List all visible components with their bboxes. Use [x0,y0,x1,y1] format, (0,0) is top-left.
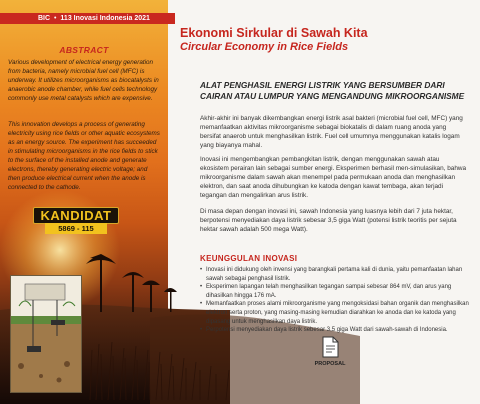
proposal-link[interactable]: PROPOSAL [314,361,346,367]
page-title: Ekonomi Sirkular di Sawah Kita [180,26,368,40]
section-heading: ALAT PENGHASIL ENERGI LISTRIK YANG BERSUMBER DARI CAIRAN ATAU LUMPUR YANG MENGANDUNG MIKROORGANISME [200,80,465,101]
abstract-paragraph-1: Various development of electrical energy generation from bacteria, namely microbial fuel cell (MFC) is underway. It utilizes microorganisms as biocatalysts in anaerobic anode chamber, while fuel cells technology commonly use metal catalysts which are expensive. [8,59,159,102]
brand-label: BIC [38,15,51,22]
advantage-item: • Eksperimen lapangan telah menghasilkan tegangan sampai sebesar 864 mV, dan arus yang dihasilkan hingga 176 mA. [200,283,470,300]
mfc-diagram-drawing [11,276,82,393]
body-paragraph-3: Di masa depan dengan inovasi ini, sawah Indonesia yang luasnya lebih dari 7 juta hektar, berpotensi menyediakan daya listrik sebesar 3,5 giga Watt (potensi listrik teoritis per sejuta hektar sawah adalah 500 mega Watt). [200,208,457,233]
edition-label: 113 Inovasi Indonesia 2021 [60,15,150,22]
header-bar [0,13,175,24]
candidate-badge [33,207,119,237]
abstract-paragraph-2: This innovation develops a process of generating electricity using rice fields or other aquatic ecosystems as an energy source. The experiment has succeeded in stimulating microorganisms in the rice fields to stick to the surface of the installed anode and generate electrons, thereby generating electric voltage; and then produce electrical current when the anode is connected to the cathode. [8,121,160,191]
candidate-number: 5869 - 115 [45,223,107,234]
body-paragraph-1: Akhir-akhir ini banyak dikembangkan energi listrik asal bakteri (microbial fuel cell, MFC) yang memanfaatkan aktivitas mikroorganisme sebagai biokatalis di dalam ruang anoda yang bersifat anaerob untuk menghasilkan listrik. Fuel cell umumnya menggunakan katalis logam yang biayanya mahal. [200,115,463,149]
advantages-list [200,266,470,335]
document-icon[interactable] [318,335,342,359]
page-subtitle: Circular Economy in Rice Fields [180,41,349,53]
advantage-item: • Inovasi ini didukung oleh invensi yang barangkali pertama kali di dunia, yaitu pemanfaatan lahan sawah sebagai penghasil listrik. [200,266,470,283]
advantage-item: • Memanfaatkan proses alami mikroorganisme yang mengoksidasi bahan organik dan menghasilkan elektron serta proton, yang masing-masing kemudian diarahkan ke anoda dan ke katoda yang dipasang untuk menghasilkan daya listrik. [200,300,470,326]
advantage-item: • Perpotensi menyediakan daya listrik sebesar 3,5 giga Watt dari sawah-sawah di Indonesia. [200,326,470,335]
abstract-title: ABSTRACT [59,45,109,55]
separator-dot: • [54,15,57,22]
mfc-diagram-image [10,275,82,393]
advantages-title: KEUNGGULAN INOVASI [200,254,298,263]
body-paragraph-2: Inovasi ini mengembangkan pembangkitan listrik, dengan menggunakan sawah atau ekosistem perairan lain sebagai sumber energi. Eksperimen berhasil men-simulasikan, bahwa mikroorganisme dalam sawah akan menempel pada permukaan anoda dan menghasilkan elektron, dan saat anoda dihubungkan ke katoda dengan kawat tembaga, akan terjadi tegangan dan mengalirkan arus listrik. [200,156,467,199]
candidate-label: KANDIDAT [33,207,119,224]
